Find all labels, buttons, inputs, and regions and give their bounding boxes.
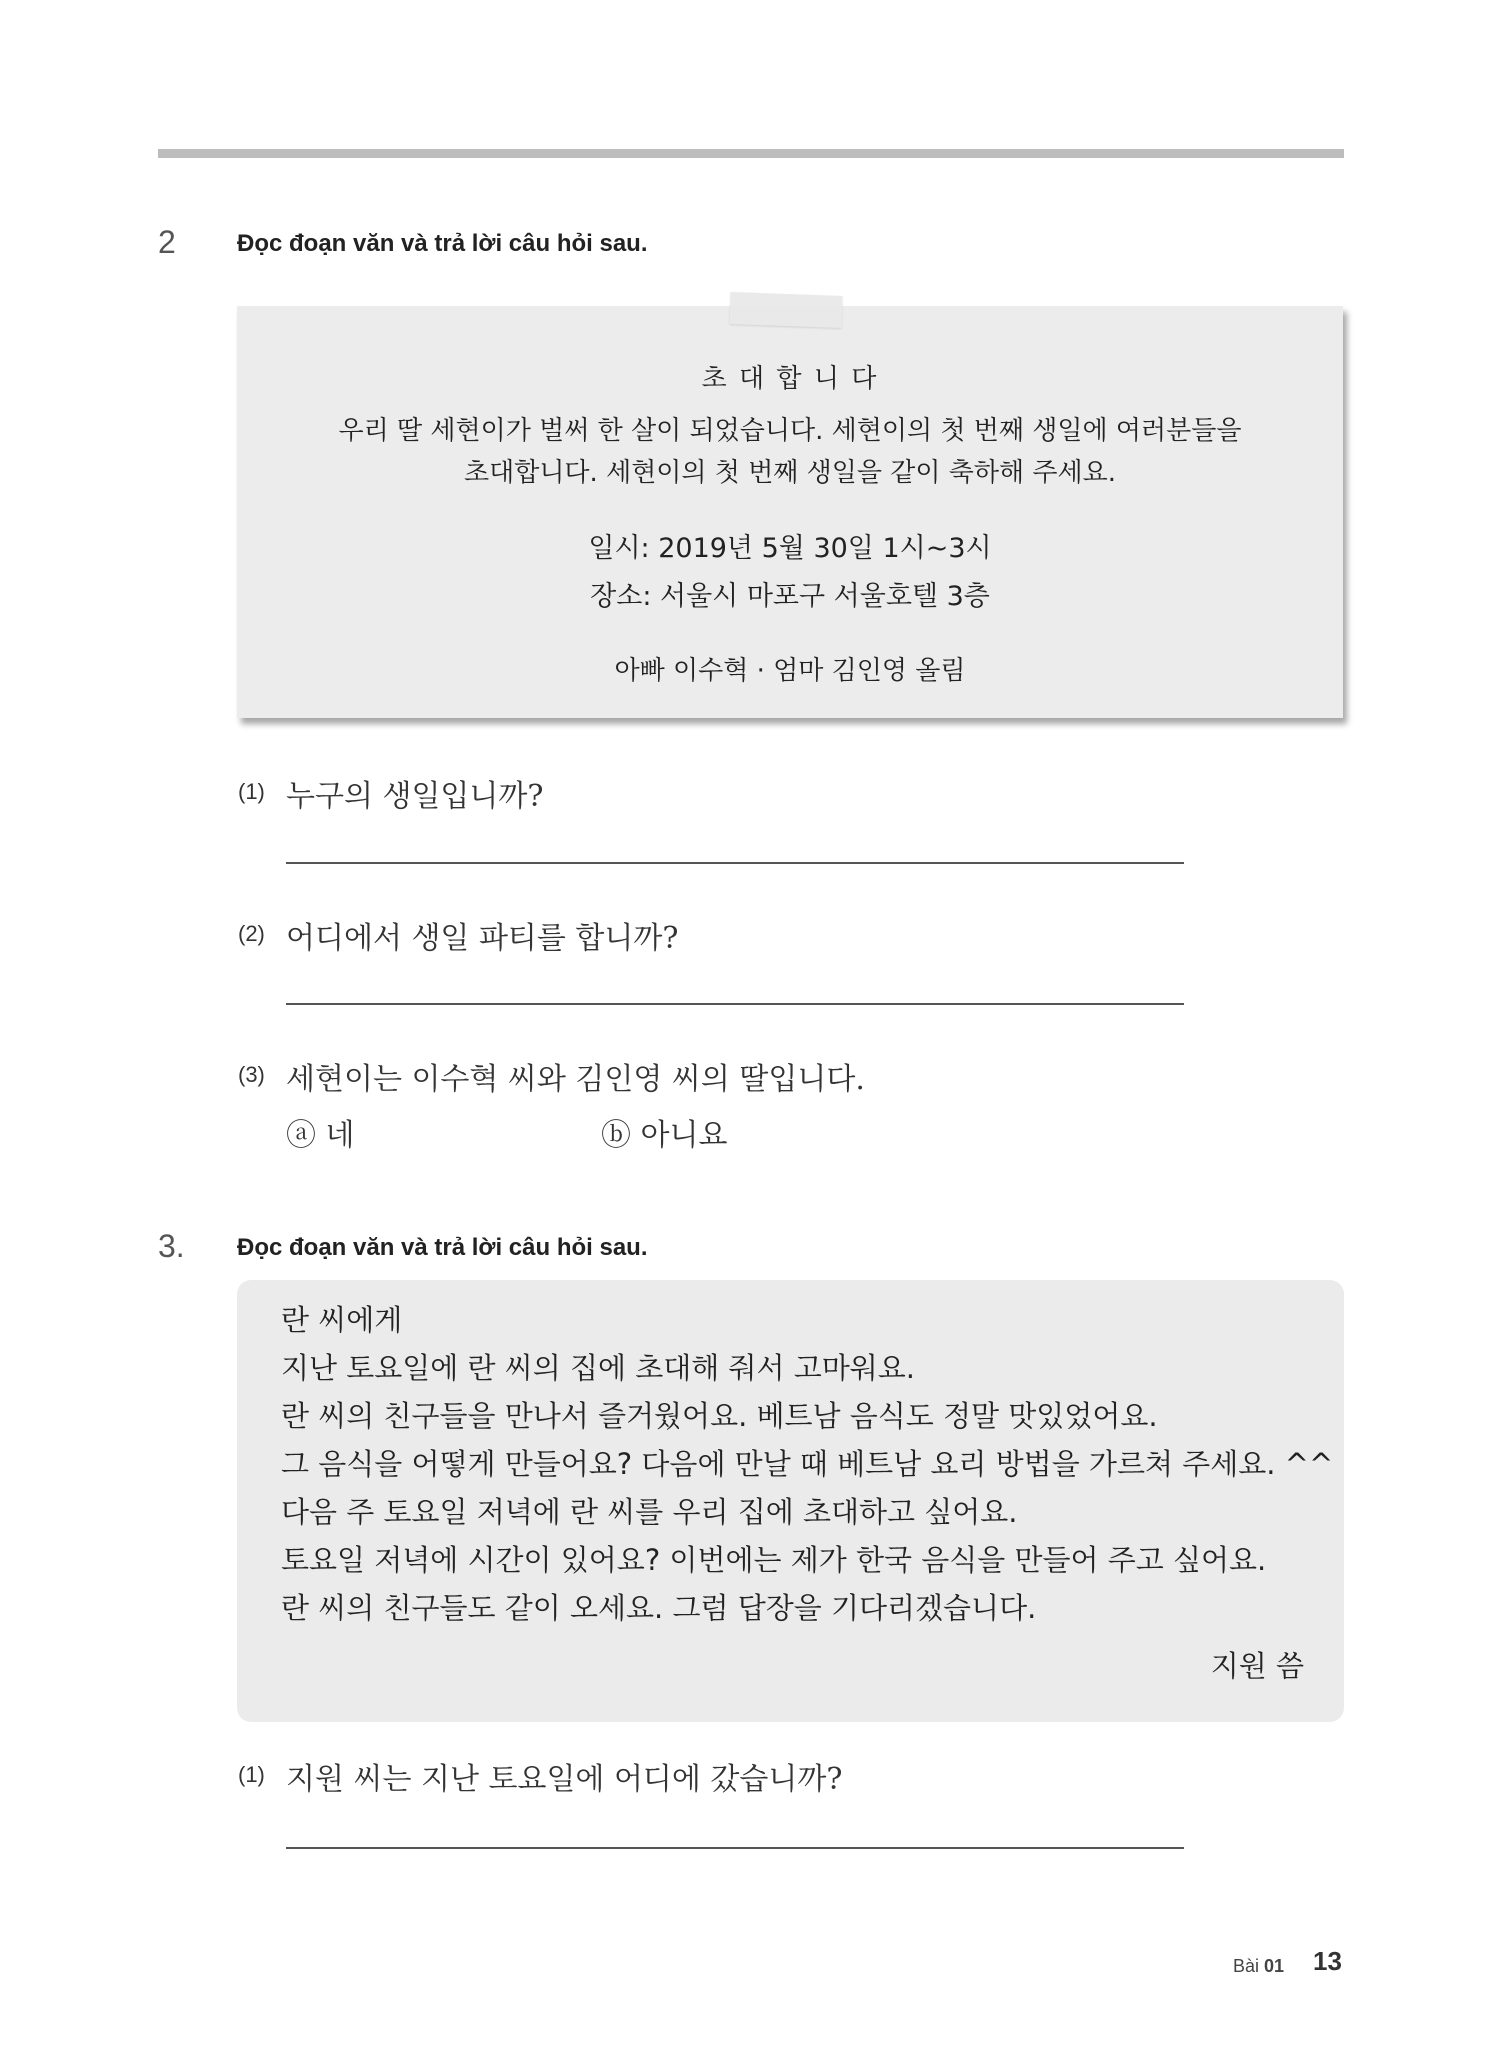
letter-line: 란 씨의 친구들도 같이 오세요. 그럼 답장을 기다리겠습니다.	[281, 1591, 1037, 1625]
tape-strip	[729, 292, 842, 328]
page-number: 13	[1313, 1946, 1342, 1976]
lesson-number: 01	[1264, 1956, 1285, 1976]
answer-line[interactable]	[286, 1847, 1184, 1849]
letter-line: 그 음식을 어떻게 만들어요? 다음에 만날 때 베트남 요리 방법을 가르쳐 주세요. ^^	[281, 1447, 1334, 1481]
question-text: 어디에서 생일 파티를 합니까?	[286, 921, 679, 956]
section-3-number: 3.	[158, 1228, 185, 1264]
answer-line[interactable]	[286, 1003, 1184, 1005]
question-number: (3)	[238, 1062, 265, 1087]
top-rule	[158, 149, 1344, 158]
invitation-body-line-2: 초대합니다. 세현이의 첫 번째 생일을 같이 축하해 주세요.	[463, 458, 1117, 488]
letter-signature: 지원 씀	[1210, 1649, 1304, 1683]
letter-line: 다음 주 토요일 저녁에 란 씨를 우리 집에 초대하고 싶어요.	[281, 1495, 1018, 1529]
section-2-number: 2	[158, 224, 176, 260]
invitation-heading: 초 대 합 니 다	[701, 364, 879, 394]
option-a[interactable]: ⓐ 네	[286, 1118, 355, 1153]
letter-line: 지난 토요일에 란 씨의 집에 초대해 줘서 고마워요.	[281, 1351, 916, 1385]
letter-line: 토요일 저녁에 시간이 있어요? 이번에는 제가 한국 음식을 만들어 주고 싶어요.	[281, 1543, 1267, 1577]
question-number: (1)	[238, 1762, 265, 1787]
letter-greeting: 란 씨에게	[281, 1303, 403, 1337]
section-2-title: Đọc đoạn văn và trả lời câu hỏi sau.	[237, 230, 648, 257]
option-b[interactable]: ⓑ 아니요	[601, 1118, 728, 1153]
question-number: (1)	[238, 779, 265, 804]
letter-line: 란 씨의 친구들을 만나서 즐거웠어요. 베트남 음식도 정말 맛있었어요.	[281, 1399, 1158, 1433]
invitation-from: 아빠 이수혁 · 엄마 김인영 올림	[614, 656, 966, 686]
lesson-prefix: Bài	[1233, 1956, 1260, 1976]
invitation-body-line-1: 우리 딸 세현이가 벌써 한 살이 되었습니다. 세현이의 첫 번째 생일에 여러분들을	[338, 416, 1242, 446]
invitation-place: 장소: 서울시 마포구 서울호텔 3층	[590, 581, 990, 612]
section-3-title: Đọc đoạn văn và trả lời câu hỏi sau.	[237, 1234, 648, 1261]
invitation-card	[237, 306, 1343, 718]
question-text: 누구의 생일입니까?	[286, 779, 544, 814]
invitation-date: 일시: 2019년 5월 30일 1시~3시	[588, 533, 992, 564]
question-text: 지원 씨는 지난 토요일에 어디에 갔습니까?	[286, 1762, 843, 1797]
letter-box	[237, 1280, 1344, 1722]
lesson-label	[1233, 1956, 1284, 1977]
answer-line[interactable]	[286, 862, 1184, 864]
question-text: 세현이는 이수혁 씨와 김인영 씨의 딸입니다.	[286, 1062, 865, 1097]
question-number: (2)	[238, 921, 265, 946]
